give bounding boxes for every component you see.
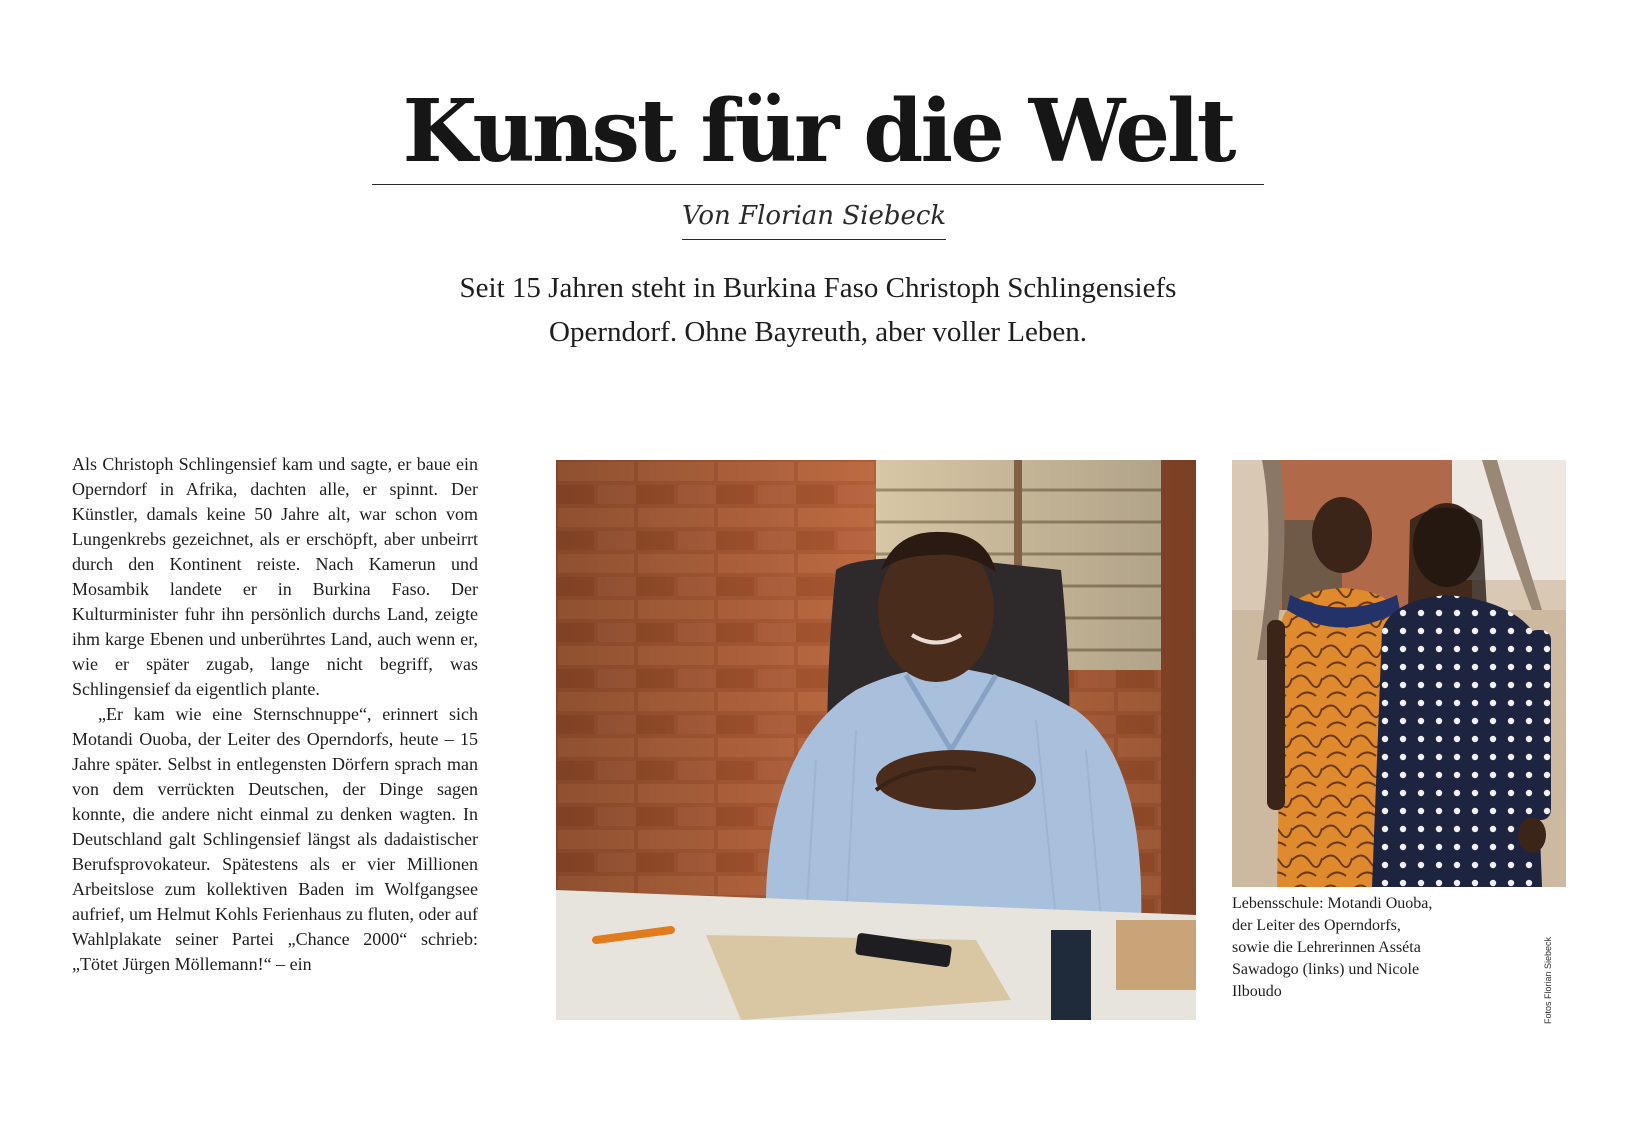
body-paragraph: „Er kam wie eine Sternschnuppe“, erinnert sich Motandi Ouoba, der Leiter des Operndorfs, heute – 15 Jahre später. Selbst in entlegensten Dörfern sprach man von dem verrückten Deutschen, der Dinge sagen konnte, die andere nicht einmal zu denken wagten. In Deutschland galt Schlingensief längst als dadaistischer Berufsprovokateur. Spätestens als er vier Millionen Arbeitslose zum kollektiven Baden im Wolfgangsee aufrief, um Helmut Kohls Ferienhaus zu fluten, oder auf Wahlplakate seiner Partei „Chance 2000“ schrieb: „Tötet Jürgen Möllemann!“ – ein <box>72 704 478 974</box>
photo-motandi-ouoba <box>556 460 1196 1020</box>
standfirst-line: Seit 15 Jahren steht in Burkina Faso Christoph Schlingensiefs <box>459 272 1177 304</box>
photo-teachers <box>1232 460 1566 887</box>
body-paragraph: Als Christoph Schlingensief kam und sagte, er baue ein Operndorf in Afrika, dachten alle, er spinnt. Der Künstler, damals keine 50 Jahre alt, war schon vom Lungenkrebs gezeichnet, als er erschöpft, aber unbeirrt durch den Kontinent reiste. Nach Kamerun und Mosambik landete er in Burkina Faso. Der Kulturminister fuhr ihn persönlich durchs Land, zeigte ihm karge Ebenen und unberührtes Land, auch wenn er, wie er später zugab, lange nicht begriff, was Schlingensief da eigentlich plante. <box>72 454 478 699</box>
office-photo-illustration <box>556 460 1196 1020</box>
article-title: Kunst für die Welt <box>402 81 1234 182</box>
standfirst-line: Operndorf. Ohne Bayreuth, aber voller Leben. <box>549 316 1087 348</box>
byline: Von Florian Siebeck <box>682 201 947 231</box>
standfirst <box>372 266 1264 354</box>
byline-underline <box>682 239 946 240</box>
title-underline <box>372 184 1264 185</box>
teachers-photo-illustration <box>1232 460 1566 887</box>
photo-credit: Fotos Florian Siebeck <box>1543 936 1553 1024</box>
body-column <box>72 452 478 977</box>
photo-caption: Lebensschule: Motandi Ouoba, der Leiter des Operndorfs, sowie die Lehrerinnen Asséta Sawadogo (links) und Nicole Ilboudo <box>1232 895 1433 1000</box>
